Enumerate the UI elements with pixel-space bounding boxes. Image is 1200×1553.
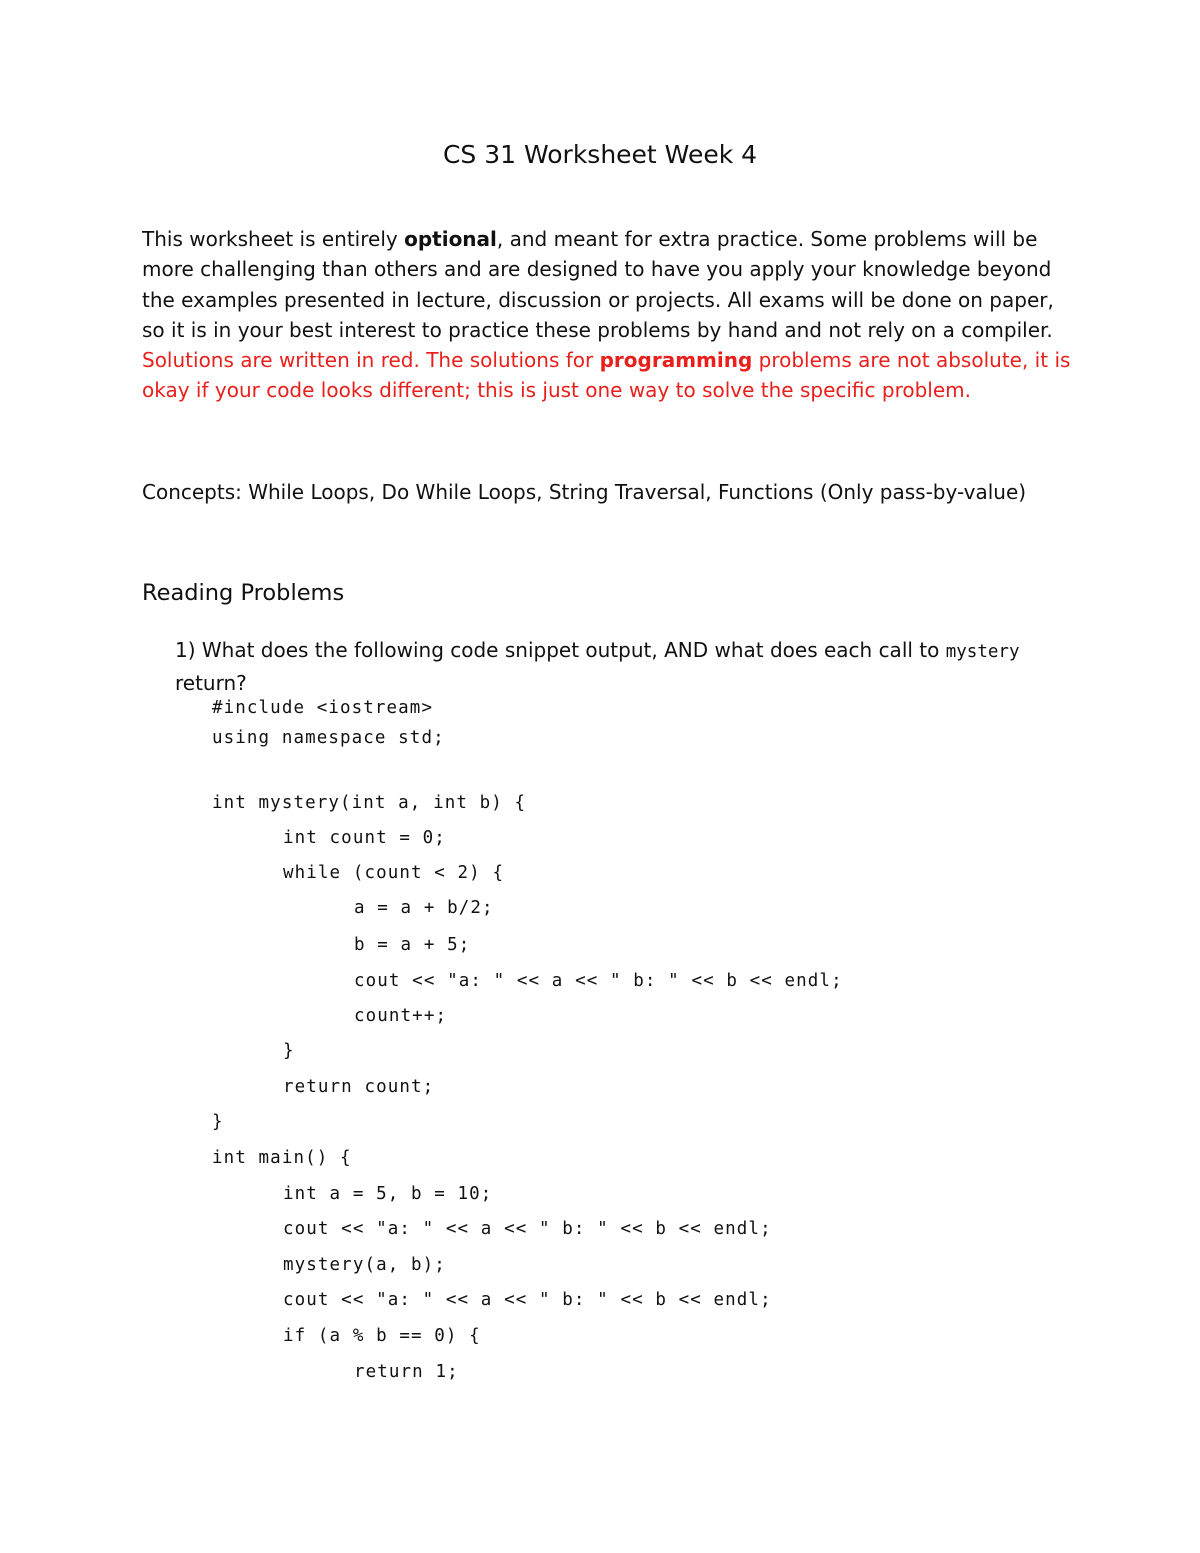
code-line: count++;	[354, 1006, 448, 1026]
code-line: int mystery(int a, int b) {	[212, 793, 527, 813]
code-line: }	[283, 1041, 295, 1061]
question-1-code-word: mystery	[945, 642, 1020, 662]
intro-optional-bold: optional	[404, 227, 497, 251]
code-line: using namespace std;	[212, 728, 445, 748]
code-line: }	[212, 1112, 224, 1132]
intro-paragraph	[142, 224, 1072, 406]
code-line: #include <iostream>	[212, 698, 434, 718]
code-line: int a = 5, b = 10;	[283, 1184, 493, 1204]
code-line: a = a + b/2;	[354, 898, 494, 918]
code-line: return 1;	[354, 1362, 459, 1382]
code-line: cout << "a: " << a << " b: " << b << endl;	[354, 971, 843, 991]
intro-solutions-note-2: problems are not absolute, it is okay if your code looks different; this is just one way to solve the specific problem.	[142, 348, 1071, 403]
question-1-text: 1) What does the following code snippet output, AND what does each call to	[175, 638, 946, 662]
code-line: int main() {	[212, 1148, 352, 1168]
section-heading-reading-problems: Reading Problems	[142, 580, 345, 606]
code-line: cout << "a: " << a << " b: " << b << endl;	[283, 1290, 772, 1310]
code-line: b = a + 5;	[354, 935, 471, 955]
question-1-text-end: return?	[175, 671, 247, 695]
question-1	[175, 635, 1055, 699]
code-line: if (a % b == 0) {	[283, 1326, 481, 1346]
code-line: while (count < 2) {	[283, 863, 505, 883]
concepts-paragraph: Concepts: While Loops, Do While Loops, String Traversal, Functions (Only pass-by-value)	[142, 480, 1027, 504]
intro-programming-bold: programming	[599, 348, 753, 373]
page-title: CS 31 Worksheet Week 4	[442, 140, 758, 169]
code-line: return count;	[283, 1077, 435, 1097]
intro-solutions-note: Solutions are written in red. The solutions for	[142, 348, 600, 373]
code-line: cout << "a: " << a << " b: " << b << endl;	[283, 1219, 772, 1239]
intro-text-1: This worksheet is entirely	[142, 227, 405, 251]
intro-text-2: , and meant for extra practice. Some problems will be more challenging than others and are designed to have you apply your knowledge beyond the examples presented in lecture, discussion or projects. All exams will be done on paper, so it is in your best interest to practice these problems by hand and not rely on a compiler.	[142, 227, 1054, 342]
code-line: mystery(a, b);	[283, 1255, 446, 1275]
code-line: int count = 0;	[283, 828, 446, 848]
